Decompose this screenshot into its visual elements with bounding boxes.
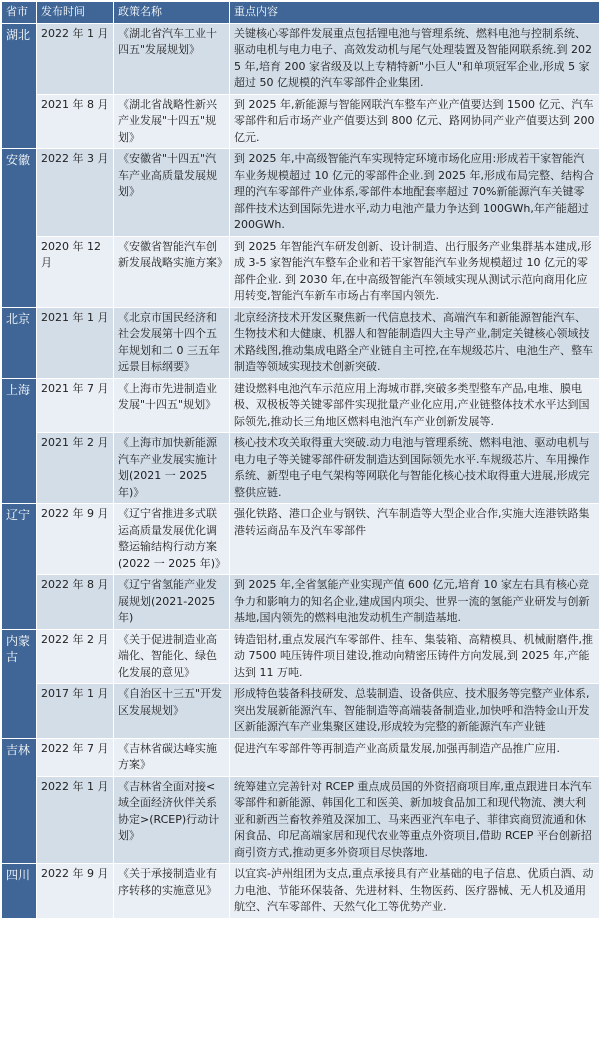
date-cell: 2022 年 8 月 bbox=[37, 575, 114, 630]
policy-cell: 《吉林省碳达峰实施方案》 bbox=[114, 738, 230, 776]
content-cell: 到 2025 年,全省氢能产业实现产值 600 亿元,培育 10 家左右具有核心竞争力和影响力的知名企业,建成国内项尖、世界一流的氢能产业研发与创新基地,国内领先的燃料电池发动机生产制造基地. bbox=[230, 575, 600, 630]
content-cell: 统筹建立完善针对 RCEP 重点成员国的外资招商项目库,重点跟进日本汽车零部件和新能源、韩国化工和医美、新加坡食品加工和现代物流、澳大利亚和新西兰畜牧养殖及深加工、马来西亚汽车电子、菲律宾商贸流通和休闲食品、印尼高端家居和现代农业等重点外资项目,借助 RCEP 平台创新招商引资方式,推动更多外资项目尽快落地. bbox=[230, 776, 600, 864]
table-row bbox=[2, 149, 600, 237]
province-cell: 吉林 bbox=[2, 738, 37, 864]
table-row bbox=[2, 307, 600, 378]
content-cell: 形成特色装备科技研发、总装制造、设备供应、技术服务等完整产业体系,突出发展新能源汽车、智能制造等高端装备制造业,加快呼和浩特金山开发区新能源汽车产业集聚区建设,形成较为完整的新能源汽车产业链 bbox=[230, 684, 600, 739]
policy-table bbox=[1, 1, 600, 919]
policy-cell: 《安徽省"十四五"汽车产业高质量发展规划》 bbox=[114, 149, 230, 237]
header-policy: 政策名称 bbox=[114, 2, 230, 24]
table-row bbox=[2, 236, 600, 307]
date-cell: 2020 年 12 月 bbox=[37, 236, 114, 307]
policy-cell: 《辽宁省推进多式联运高质量发展优化调整运输结构行动方案(2022 一 2025 年)》 bbox=[114, 504, 230, 575]
date-cell: 2022 年 9 月 bbox=[37, 504, 114, 575]
content-cell: 关键核心零部件发展重点包括锂电池与管理系统、燃料电池与控制系统、驱动电机与电力电子、高效发动机与尾气处理装置及智能网联系统.到 2025 年,培育 200 家省级及以上专精特新"小巨人"和单项冠军企业,形成 5 家超过 50 亿规模的汽车零部件企业集团. bbox=[230, 23, 600, 94]
province-cell: 四川 bbox=[2, 864, 37, 919]
policy-cell: 《关于促进制造业高端化、智能化、绿色化发展的意见》 bbox=[114, 629, 230, 684]
table-row bbox=[2, 378, 600, 433]
header-row bbox=[2, 2, 600, 24]
province-cell: 内蒙古 bbox=[2, 629, 37, 738]
table-row bbox=[2, 684, 600, 739]
province-cell: 湖北 bbox=[2, 23, 37, 149]
content-cell: 建设燃料电池汽车示范应用上海城市群,突破多类型整车产品,电堆、膜电极、双极板等关键零部件实现批量产业化应用,产业链整体技术水平达到国际领先,推动长三角地区燃料电池汽车产业创新发展等. bbox=[230, 378, 600, 433]
policy-cell: 《北京市国民经济和社会发展第十四个五年规划和二 0 三五年远景目标纲要》 bbox=[114, 307, 230, 378]
table-row bbox=[2, 776, 600, 864]
header-date: 发布时间 bbox=[37, 2, 114, 24]
content-cell: 核心技术攻关取得重大突破.动力电池与管理系统、燃料电池、驱动电机与电力电子等关键零部件研发制造达到国际领先水平.车规级芯片、车用操作系统、新型电子电气架构等网联化与智能化核心技术取得重大进展,形成完整供应链. bbox=[230, 433, 600, 504]
policy-cell: 《自治区十三五"开发区发展规划》 bbox=[114, 684, 230, 739]
content-cell: 北京经济技术开发区聚焦新一代信息技术、高端汽车和新能源智能汽车、生物技术和大健康、机器人和智能制造四大主导产业,制定关键核心领域技术路线图,推动集成电路全产业链自主可控,在车规级芯片、电池生产、整车制造等领域实现技术创新突破. bbox=[230, 307, 600, 378]
table-row bbox=[2, 864, 600, 919]
header-province: 省市 bbox=[2, 2, 37, 24]
table-row bbox=[2, 575, 600, 630]
policy-cell: 《湖北省汽车工业十四五"发展规划》 bbox=[114, 23, 230, 94]
content-cell: 到 2025 年,中高级智能汽车实现特定环境市场化应用:形成若干家智能汽车业务规模超过 10 亿元的零部件企业.到 2025 年,形成布局完整、结构合理的汽车零部件产业体系,零部件本地配套率超过 70%新能源汽车关键零部件技术达到国际先进水平,动力电池产量力争达到 100GWh,年产能超过 200GWh. bbox=[230, 149, 600, 237]
table-row bbox=[2, 738, 600, 776]
content-cell: 以宜宾-泸州组团为支点,重点承接具有产业基础的电子信息、优质白酒、动力电池、节能环保装备、先进材料、生物医药、医疗器械、无人机及通用航空、汽车零部件、天然气化工等优势产业. bbox=[230, 864, 600, 919]
policy-cell: 《上海市加快新能源汽车产业发展实施计划(2021 一 2025 年)》 bbox=[114, 433, 230, 504]
date-cell: 2021 年 2 月 bbox=[37, 433, 114, 504]
policy-cell: 《上海市先进制造业发展"十四五"规划》 bbox=[114, 378, 230, 433]
policy-cell: 《湖北省战略性新兴产业发展"十四五"规划》 bbox=[114, 94, 230, 149]
table-row bbox=[2, 94, 600, 149]
policy-cell: 《辽宁省氢能产业发展规划(2021-2025 年) bbox=[114, 575, 230, 630]
province-cell: 北京 bbox=[2, 307, 37, 378]
content-cell: 铸造铝材,重点发展汽车零部件、挂车、集装箱、高精模具、机械耐磨件,推动 7500 吨压铸件项目建设,推动向精密压铸件方向发展,到 2025 年,产能达到 11 万吨. bbox=[230, 629, 600, 684]
date-cell: 2022 年 9 月 bbox=[37, 864, 114, 919]
table-row bbox=[2, 433, 600, 504]
date-cell: 2017 年 1 月 bbox=[37, 684, 114, 739]
date-cell: 2022 年 7 月 bbox=[37, 738, 114, 776]
date-cell: 2022 年 3 月 bbox=[37, 149, 114, 237]
date-cell: 2021 年 7 月 bbox=[37, 378, 114, 433]
policy-cell: 《关于承接制造业有序转移的实施意见》 bbox=[114, 864, 230, 919]
table-row bbox=[2, 23, 600, 94]
date-cell: 2021 年 1 月 bbox=[37, 307, 114, 378]
province-cell: 安徽 bbox=[2, 149, 37, 308]
content-cell: 强化铁路、港口企业与钢铁、汽车制造等大型企业合作,实施大连港铁路集港转运商品车及汽车零部件 bbox=[230, 504, 600, 575]
date-cell: 2022 年 2 月 bbox=[37, 629, 114, 684]
policy-cell: 《安徽省智能汽车创新发展战略实施方案》 bbox=[114, 236, 230, 307]
content-cell: 到 2025 年,新能源与智能网联汽车整车产业产值要达到 1500 亿元、汽车零部件和后市场产业产值要达到 800 亿元、路网协同产业产值要达到 200 亿元. bbox=[230, 94, 600, 149]
province-cell: 辽宁 bbox=[2, 504, 37, 630]
content-cell: 到 2025 年智能汽车研发创新、设计制造、出行服务产业集群基本建成,形成 3-5 家智能汽车整车企业和若干家智能汽车业务规模超过 10 亿元的零部件企业. 到 2030 年,在中高级智能汽车领域实现从测试示范向商用化应用转变,智能汽车新车市场占有率国内领先. bbox=[230, 236, 600, 307]
table-row bbox=[2, 629, 600, 684]
date-cell: 2022 年 1 月 bbox=[37, 23, 114, 94]
table-row bbox=[2, 504, 600, 575]
policy-cell: 《吉林省全面对接<域全面经济伙伴关系协定>(RCEP)行动计划》 bbox=[114, 776, 230, 864]
date-cell: 2022 年 1 月 bbox=[37, 776, 114, 864]
province-cell: 上海 bbox=[2, 378, 37, 504]
content-cell: 促进汽车零部件等再制造产业高质量发展,加强再制造产品推广应用. bbox=[230, 738, 600, 776]
header-content: 重点内容 bbox=[230, 2, 600, 24]
date-cell: 2021 年 8 月 bbox=[37, 94, 114, 149]
